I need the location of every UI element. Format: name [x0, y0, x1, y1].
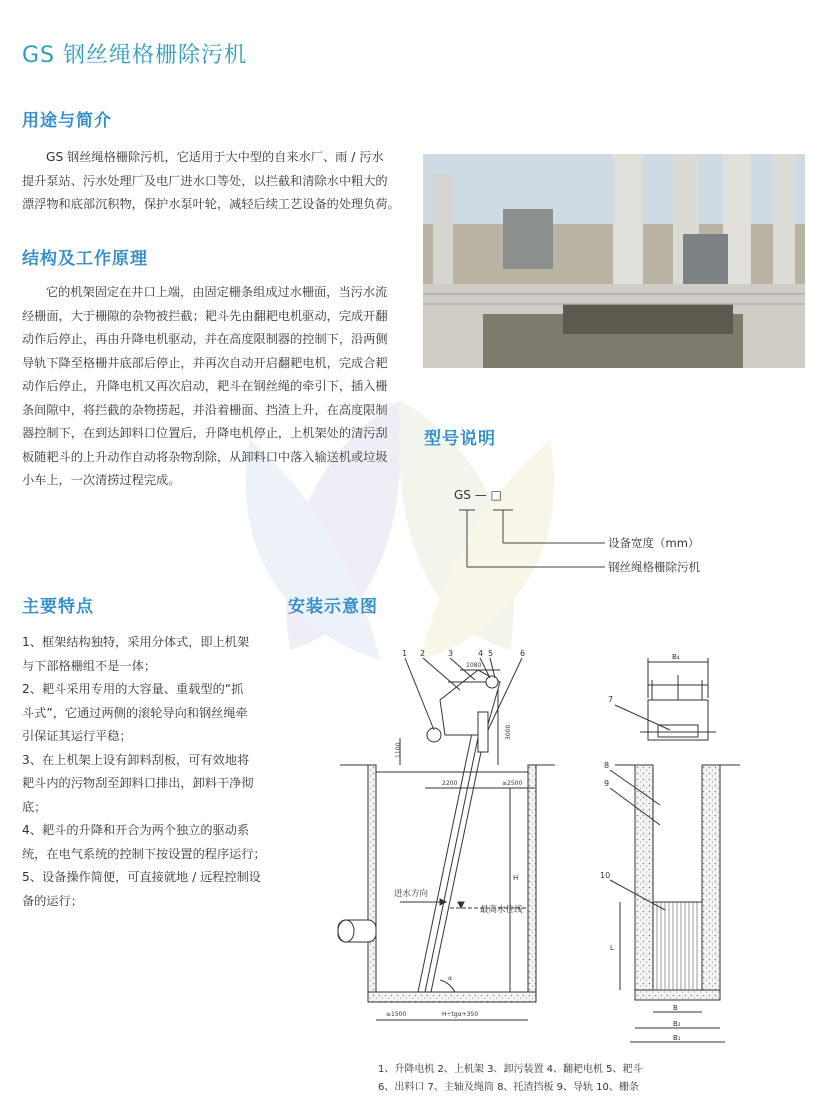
- label-8: 8: [604, 761, 610, 770]
- principle-line: 经栅面，大于栅隙的杂物被拦截；耙斗先由翻耙电机驱动，完成开翻: [22, 308, 388, 323]
- principle-line: 器控制下，在到达卸料口位置后，升降电机停止，上机架处的清污刮: [22, 426, 388, 440]
- feature-line: 底；: [22, 799, 47, 814]
- label-10: 10: [600, 871, 611, 880]
- legend-line-1: 1、升降电机 2、上机架 3、卸污装置 4、翻耙电机 5、耙斗: [378, 1064, 643, 1075]
- dim-l: L: [610, 944, 614, 952]
- label-5: 5: [488, 649, 494, 658]
- feature-line: 备的运行；: [22, 893, 83, 908]
- principle-line: 导轨下降至格栅井底部后停止，并再次自动开启翻耙电机，完成合耙: [22, 355, 388, 370]
- dim-2200: 2200: [442, 780, 458, 787]
- intro-heading: 用途与简介: [22, 111, 112, 131]
- dim-htg: H÷tgα+350: [442, 1011, 479, 1018]
- dim-b4: B₄: [672, 653, 680, 661]
- feature-line: 统，在电气系统的控制下按设置的程序运行；: [22, 846, 266, 861]
- principle-line: 条间隙中，将拦截的杂物捞起，并沿着栅面、挡渣上升，在高度限制: [22, 402, 388, 417]
- label-7: 7: [608, 695, 614, 704]
- installation-diagram: [330, 640, 770, 1050]
- inflow-label: 进水方向: [394, 889, 429, 899]
- principle-line: 动作后停止，升降电机又再次启动，耙斗在钢丝绳的牵引下，插入栅: [22, 379, 388, 393]
- label-4: 4: [478, 649, 484, 658]
- feature-line: 与下部格栅组不是一体；: [22, 658, 157, 673]
- feature-line: 1、框架结构独特，采用分体式，即上机架: [22, 635, 250, 649]
- dim-1080: 1080: [466, 662, 482, 669]
- intro-text: [22, 146, 414, 217]
- feature-line: 2、耙斗采用专用的大容量、重载型的“抓: [22, 682, 244, 696]
- features-list: [22, 631, 284, 913]
- dim-b1: B₁: [673, 1034, 681, 1042]
- model-lines: [455, 505, 615, 575]
- label-3: 3: [448, 649, 454, 658]
- dim-b2: B₂: [673, 1020, 681, 1028]
- features-heading: 主要特点: [22, 597, 94, 617]
- label-9: 9: [604, 779, 610, 788]
- install-heading: 安装示意图: [288, 597, 378, 617]
- label-6: 6: [520, 649, 526, 658]
- feature-line: 斗式”，它通过两侧的滚轮导向和钢丝绳牵: [22, 705, 248, 720]
- page-title: GS 钢丝绳格栅除污机: [22, 43, 248, 68]
- intro-line: 提升泵站、污水处理厂及电厂进水口等处，以拦截和清除水中粗大的: [22, 173, 388, 188]
- dim-1100: 1100: [395, 742, 402, 758]
- model-code: GS — □: [454, 488, 502, 502]
- feature-line: 5、设备操作简便，可直接就地 / 远程控制设: [22, 870, 261, 884]
- equipment-photo: [423, 154, 805, 368]
- model-label-width: 设备宽度（mm）: [608, 536, 700, 550]
- intro-line: 漂浮物和底部沉积物，保护水泵叶轮，减轻后续工艺设备的处理负荷。: [22, 197, 400, 211]
- principle-line: 它的机架固定在井口上端，由固定栅条组成过水栅面，当污水流: [46, 285, 388, 299]
- principle-line: 小车上，一次清捞过程完成。: [22, 473, 181, 487]
- feature-line: 耙斗内的污物刮至卸料口排出，卸料干净彻: [22, 776, 254, 790]
- principle-line: 板随耙斗的上升动作自动将杂物刮除，从卸料口中落入输送机或垃圾: [22, 449, 388, 464]
- dim-alpha: α: [448, 975, 452, 982]
- legend-line-2: 6、出料口 7、主轴及绳筒 8、托渣挡板 9、导轨 10、栅条: [378, 1082, 639, 1093]
- label-1: 1: [402, 649, 408, 658]
- dim-b3: B: [673, 1004, 678, 1012]
- dim-1500: ≥1500: [386, 1011, 407, 1018]
- model-heading: 型号说明: [424, 429, 496, 449]
- model-label-name: 钢丝绳格栅除污机: [608, 560, 700, 574]
- dim-2500: ≥2500: [502, 780, 523, 787]
- label-2: 2: [420, 649, 426, 658]
- max-level-label: 最高水位线: [480, 905, 523, 915]
- feature-line: 4、耙斗的升降和开合为两个独立的驱动系: [22, 823, 250, 837]
- feature-line: 引保证其运行平稳；: [22, 729, 132, 743]
- intro-line: GS 钢丝绳格栅除污机，它适用于大中型的自来水厂、雨 / 污水: [46, 150, 384, 164]
- principle-text: [22, 281, 414, 493]
- dim-h: H: [513, 874, 519, 882]
- feature-line: 3、在上机架上设有卸料刮板，可有效地将: [22, 752, 250, 767]
- principle-line: 动作后停止，再由升降电机驱动，并在高度限制器的控制下，沿两侧: [22, 332, 388, 346]
- principle-heading: 结构及工作原理: [22, 249, 148, 269]
- dim-3000: 3000: [505, 724, 512, 740]
